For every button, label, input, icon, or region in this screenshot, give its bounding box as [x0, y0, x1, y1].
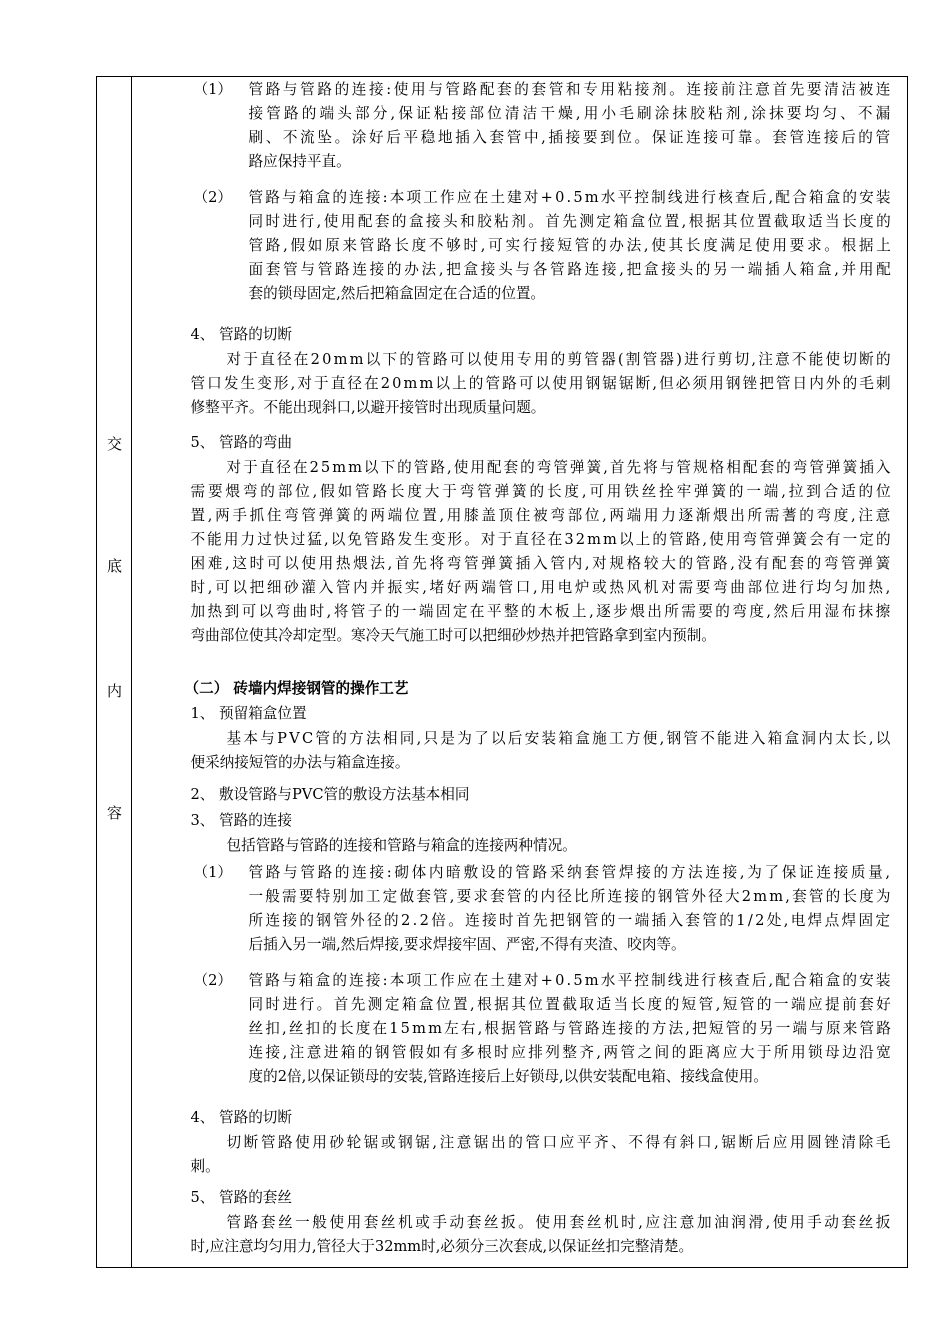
label-char: 交	[106, 435, 122, 453]
item-line: 丝扣,丝扣的长度在15mm左右,根据管路与管路连接的方法,把短管的另一端与原来管路	[248, 1019, 894, 1037]
label-char: 容	[106, 804, 122, 822]
section-title: 3、 管路的连接	[190, 811, 292, 829]
item-line: 连接,注意进箱的钢管假如有多根时应排列整齐,两管之间的距离应大于所用锁母边沿宽	[248, 1043, 894, 1061]
item-line: 后插入另一端,然后焊接,要求焊接牢固、严密,不得有夹渣、咬肉等。	[248, 935, 686, 953]
item-line: 度的2倍,以保证锁母的安装,管路连接后上好锁母,以供安装配电箱、接线盒使用。	[248, 1067, 768, 1085]
item-line: 管路,假如原来管路长度不够时,可实行接短管的办法,使其长度满足使用要求。根据上	[248, 236, 894, 254]
disclosure-table	[96, 76, 908, 1268]
content-cell	[133, 77, 907, 1267]
paragraph-line: 对于直径在25mm以下的管路,使用配套的弯管弹簧,首先将与管规格相配套的弯管弹簧插入	[226, 458, 893, 476]
label-column	[97, 77, 132, 1267]
item-line: 一般需要特别加工定做套管,要求套管的内径比所连接的钢管外径大2mm,套管的长度为	[248, 887, 893, 905]
item-line: 套的锁母固定,然后把箱盒固定在合适的位置。	[248, 284, 546, 302]
paragraph-line: 便采纳接短管的办法与箱盒连接。	[190, 753, 410, 771]
paragraph-line: 修整平齐。不能出现斜口,以避开接管时出现质量问题。	[190, 398, 546, 416]
item-line: 管路与箱盒的连接:本项工作应在土建对+0.5m水平控制线进行核查后,配合箱盒的安装	[248, 971, 893, 989]
paragraph-line: 包括管路与管路的连接和管路与箱盒的连接两种情况。	[226, 836, 577, 854]
paragraph-line: 置,两手抓住弯管弹簧的两端位置,用膝盖顶住被弯部位,两端用力逐渐煨出所需蓍的弯度,注意	[190, 506, 893, 524]
item-line: 管路与箱盒的连接:本项工作应在土建对+0.5m水平控制线进行核查后,配合箱盒的安装	[248, 188, 893, 206]
paragraph-line: 管口发生变形,对于直径在20mm以上的管路可以使用钢锯锯断,但必须用钢锉把管日内外的毛刺	[190, 374, 893, 392]
paragraph-line: 加热到可以弯曲时,将管子的一端固定在平整的木板上,逐步煨出所需要的弯度,然后用湿布抹擦	[190, 603, 893, 621]
paragraph-line: 弯曲部位使其冷却定型。寒冷天气施工时可以把细砂炒热并把管路拿到室内预制。	[190, 627, 716, 645]
paragraph-line: 刺。	[190, 1157, 220, 1175]
section-title: 4、 管路的切断	[190, 1108, 292, 1126]
item-line: 管路与管路的连接:使用与管路配套的套管和专用粘接剂。连接前注意首先要清洁被连	[248, 80, 894, 98]
item-line: 同时进行。首先测定箱盒位置,根据其位置截取适当长度的短管,短管的一端应提前套好	[248, 995, 894, 1013]
label-char: 内	[106, 682, 122, 700]
label-char: 底	[106, 557, 122, 575]
section-title: 5、 管路的套丝	[190, 1188, 292, 1206]
item-number: （1）	[193, 80, 232, 98]
item-line: 接管路的端头部分,保证粘接部位清洁干燥,用小毛刷涂抹胶粘剂,涂抹要均匀、不漏	[248, 104, 894, 122]
item-line: 管路与管路的连接:砌体内暗敷设的管路采纳套管焊接的方法连接,为了保证连接质量,	[248, 863, 893, 881]
part-title: （二） 砖墙内焊接钢管的操作工艺	[184, 679, 409, 697]
item-line: 路应保持平直。	[248, 152, 351, 170]
item-line: 所连接的钢管外径的2.2倍。连接时首先把钢管的一端插入套管的1/2处,电焊点焊固定	[248, 911, 893, 929]
paragraph-line: 时,可以把细砂灌入管内并振实,堵好两端管口,用电炉或热风机对需要弯曲部位进行均匀加热,	[190, 579, 893, 596]
section-title: 2、 敷设管路与PVC管的敷设方法基本相同	[190, 785, 470, 803]
paragraph-line: 基本与PVC管的方法相同,只是为了以后安装箱盒施工方便,钢管不能进入箱盒洞内太长,以	[226, 729, 893, 747]
paragraph-line: 对于直径在20mm以下的管路可以使用专用的剪管器(割管器)进行剪切,注意不能使切断的	[226, 350, 893, 368]
item-number: （2）	[193, 188, 232, 206]
section-title: 1、 预留箱盒位置	[190, 704, 307, 722]
item-line: 面套管与管路连接的办法,把盒接头与各管路连接,把盒接头的另一端插人箱盒,并用配	[248, 260, 894, 278]
paragraph-line: 切断管路使用砂轮锯或钢锯,注意锯出的管口应平齐、不得有斜口,锯断后应用圆锉清除毛	[226, 1133, 893, 1151]
paragraph-line: 需要煨弯的部位,假如管路长度大于弯管弹簧的长度,可用铁丝拴牢弹簧的一端,拉到合适的位	[190, 482, 894, 500]
item-number: （1）	[193, 863, 232, 881]
section-title: 4、 管路的切断	[190, 325, 292, 343]
section-title: 5、 管路的弯曲	[190, 433, 292, 451]
paragraph-line: 不能用力过快过猛,以免管路发生变形。对于直径在32mm以上的管路,使用弯管弹簧会有一定的	[190, 530, 893, 548]
item-line: 同时进行,使用配套的盒接头和胶粘剂。首先测定箱盒位置,根据其位置截取适当长度的	[248, 212, 894, 230]
item-number: （2）	[193, 971, 232, 989]
paragraph-line: 管路套丝一般使用套丝机或手动套丝扳。使用套丝机时,应注意加油润滑,使用手动套丝扳	[226, 1213, 893, 1231]
paragraph-line: 困难,这时可以使用热煨法,首先将弯管弹簧插入管内,对规格较大的管路,没有配套的弯管弹簧	[190, 554, 893, 572]
item-line: 刷、不流坠。涂好后平稳地插入套管中,插接要到位。保证连接可靠。套管连接后的管	[248, 128, 893, 146]
paragraph-line: 时,应注意均匀用力,管径大于32mm时,必须分三次套成,以保证丝扣完整清楚。	[190, 1237, 694, 1255]
